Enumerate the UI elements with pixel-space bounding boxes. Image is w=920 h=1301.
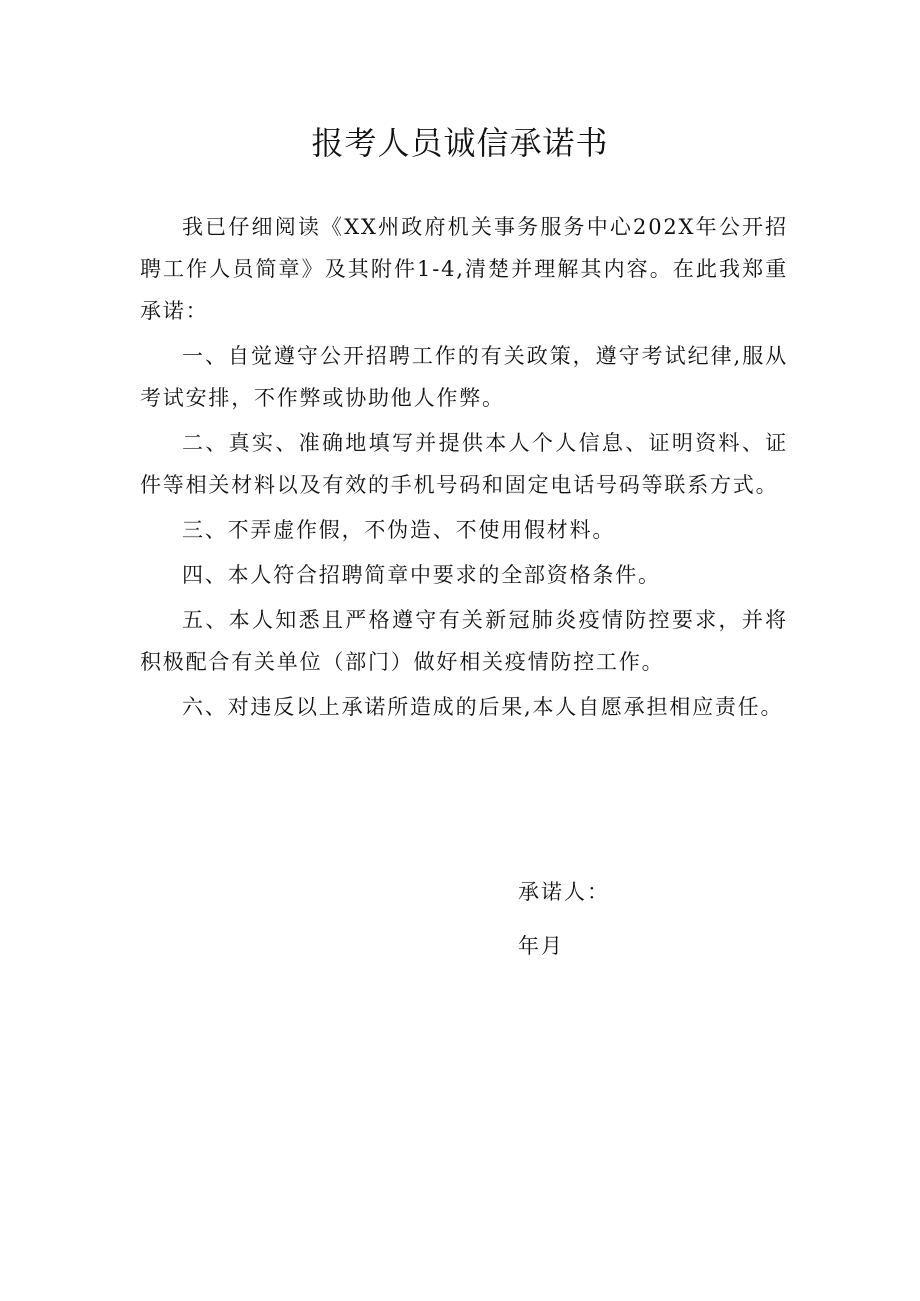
pledge-item-5: 五、本人知悉且严格遵守有关新冠肺炎疫情防控要求，并将积极配合有关单位（部门）做好相关疫情防控工作。	[140, 608, 788, 674]
pledge-item-1: 一、自觉遵守公开招聘工作的有关政策，遵守考试纪律,服从考试安排，不作弊或协助他人作弊。	[140, 344, 788, 410]
pledge-item-2: 二、真实、准确地填写并提供本人个人信息、证明资料、证件等相关材料以及有效的手机号码和固定电话号码等联系方式。	[140, 431, 788, 497]
document-title: 报考人员诚信承诺书	[311, 124, 609, 162]
document-body	[140, 206, 788, 731]
date-label: 年月	[518, 934, 564, 958]
signature-label: 承诺人：	[518, 880, 610, 904]
intro-paragraph: 我已仔细阅读《XX州政府机关事务服务中心202X年公开招聘工作人员简章》及其附件1-4,清楚并理解其内容。在此我郑重承诺：	[140, 215, 788, 323]
pledge-item-4: 四、本人符合招聘简章中要求的全部资格条件。	[182, 563, 661, 587]
pledge-item-6: 六、对违反以上承诺所造成的后果,本人自愿承担相应责任。	[182, 695, 784, 719]
pledge-item-3: 三、不弄虚作假，不伪造、不使用假材料。	[182, 518, 616, 542]
